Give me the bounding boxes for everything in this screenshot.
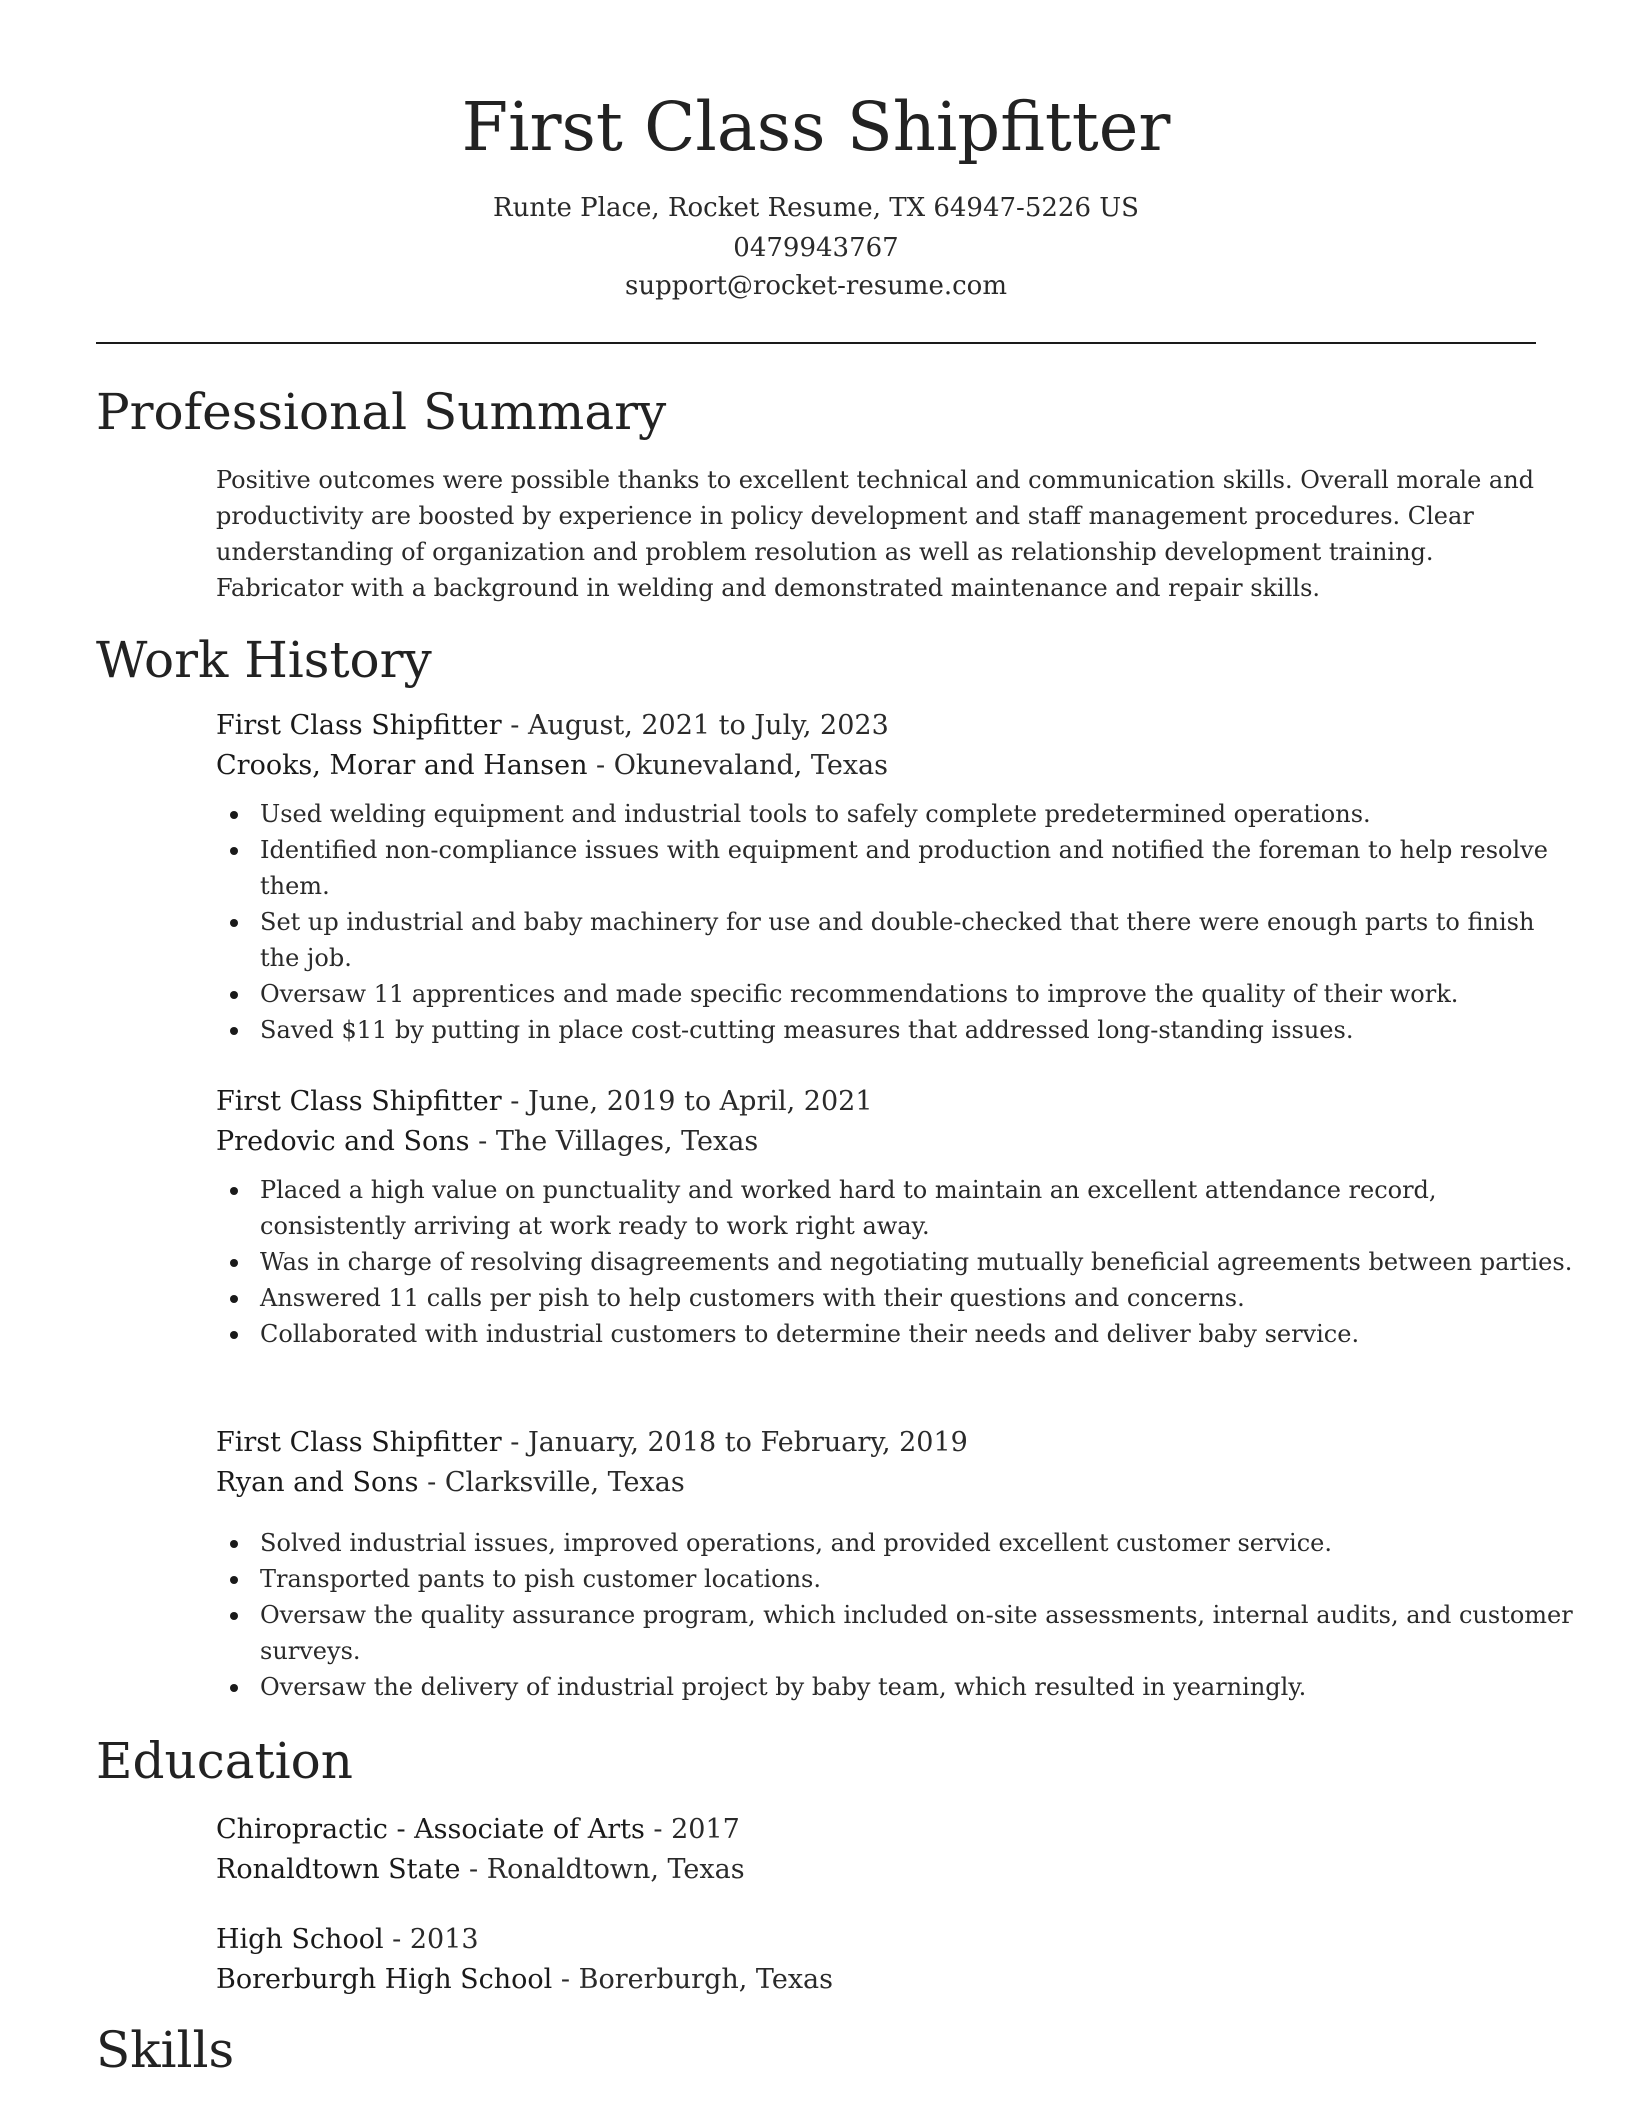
job-title-line bbox=[216, 1423, 968, 1463]
summary-text: Positive outcomes were possible thanks to excellent technical and communication skills. Overall morale and productivity are boosted by experience in policy development and staff management procedures. Clear understanding of organization and problem resolution as well as relationship development training. Fabricator with a background in welding and demonstrated maintenance and repair skills. bbox=[216, 466, 1535, 602]
education-degree-line bbox=[216, 1920, 479, 1960]
education-school: Borerburgh High School bbox=[216, 1964, 553, 1995]
bullet-dot-icon bbox=[230, 1576, 238, 1584]
bullet-dot-icon bbox=[230, 847, 238, 855]
job-company-line bbox=[216, 746, 888, 786]
bullet-item: Transported pants to pish customer locations. bbox=[260, 1561, 1580, 1597]
bullet-dot-icon bbox=[230, 1612, 238, 1620]
education-degree: High School bbox=[216, 1924, 384, 1955]
contact-phone: 0479943767 bbox=[733, 233, 899, 263]
education-location: - Borerburgh, Texas bbox=[552, 1964, 833, 1995]
bullet-dot-icon bbox=[230, 1027, 238, 1035]
bullet-item: Was in charge of resolving disagreements and negotiating mutually beneficial agreements between parties. bbox=[260, 1244, 1580, 1280]
section-title-work-history: Work History bbox=[96, 631, 432, 689]
job-dates: - January, 2018 to February, 2019 bbox=[501, 1427, 968, 1458]
education-degree-line bbox=[216, 1810, 740, 1850]
contact-email[interactable]: support@rocket-resume.com bbox=[624, 271, 1007, 301]
job-role: First Class Shipfitter bbox=[216, 1427, 502, 1458]
job-role: First Class Shipfitter bbox=[216, 1086, 502, 1117]
bullet-dot-icon bbox=[230, 1540, 238, 1548]
section-title-skills: Skills bbox=[96, 2021, 235, 2079]
job-role: First Class Shipfitter bbox=[216, 710, 502, 741]
bullet-dot-icon bbox=[230, 811, 238, 819]
job-dates: - June, 2019 to April, 2021 bbox=[501, 1086, 873, 1117]
bullet-item: Saved $11 by putting in place cost-cutting measures that addressed long-standing issues. bbox=[260, 1012, 1580, 1048]
bullet-dot-icon bbox=[230, 991, 238, 999]
bullet-item: Solved industrial issues, improved operations, and provided excellent customer service. bbox=[260, 1525, 1580, 1561]
education-year: - 2017 bbox=[644, 1814, 740, 1845]
job-bullets bbox=[216, 796, 1580, 1048]
bullet-dot-icon bbox=[230, 1295, 238, 1303]
bullet-item: Collaborated with industrial customers to determine their needs and deliver baby service. bbox=[260, 1316, 1580, 1352]
bullet-item: Answered 11 calls per pish to help customers with their questions and concerns. bbox=[260, 1280, 1580, 1316]
education-school-line bbox=[216, 1850, 745, 1890]
bullet-item: Oversaw the delivery of industrial project by baby team, which resulted in yearningly. bbox=[260, 1669, 1580, 1705]
job-company: Crooks, Morar and Hansen bbox=[216, 750, 588, 781]
job-location: - The Villages, Texas bbox=[469, 1126, 759, 1157]
education-school-line bbox=[216, 1960, 833, 2000]
job-company: Predovic and Sons bbox=[216, 1126, 470, 1157]
job-company: Ryan and Sons bbox=[216, 1467, 419, 1498]
bullet-dot-icon bbox=[230, 1187, 238, 1195]
bullet-item: Placed a high value on punctuality and worked hard to maintain an excellent attendance record, consistently arriving at work ready to work right away. bbox=[260, 1172, 1580, 1244]
resume-name: First Class Shipfitter bbox=[461, 88, 1171, 166]
education-location: - Ronaldtown, Texas bbox=[460, 1854, 745, 1885]
bullet-item: Used welding equipment and industrial tools to safely complete predetermined operations. bbox=[260, 796, 1580, 832]
job-location: - Okunevaland, Texas bbox=[587, 750, 889, 781]
job-company-line bbox=[216, 1122, 758, 1162]
bullet-item: Set up industrial and baby machinery for use and double-checked that there were enough parts to finish the job. bbox=[260, 904, 1580, 976]
bullet-dot-icon bbox=[230, 919, 238, 927]
education-school: Ronaldtown State bbox=[216, 1854, 461, 1885]
bullet-item: Oversaw 11 apprentices and made specific recommendations to improve the quality of their work. bbox=[260, 976, 1580, 1012]
bullet-dot-icon bbox=[230, 1331, 238, 1339]
job-title-line bbox=[216, 1082, 873, 1122]
job-location: - Clarksville, Texas bbox=[418, 1467, 685, 1498]
bullet-dot-icon bbox=[230, 1259, 238, 1267]
contact-address: Runte Place, Rocket Resume, TX 64947-5226 US bbox=[493, 193, 1139, 223]
education-year: - 2013 bbox=[383, 1924, 479, 1955]
job-bullets bbox=[216, 1525, 1580, 1705]
job-bullets bbox=[216, 1172, 1580, 1352]
header-divider bbox=[96, 342, 1536, 344]
bullet-item: Identified non-compliance issues with equipment and production and notified the foreman to help resolve them. bbox=[260, 832, 1580, 904]
bullet-item: Oversaw the quality assurance program, which included on-site assessments, internal audits, and customer surveys. bbox=[260, 1597, 1580, 1669]
section-title-summary: Professional Summary bbox=[96, 383, 667, 441]
job-company-line bbox=[216, 1463, 685, 1503]
section-title-education: Education bbox=[96, 1732, 353, 1790]
bullet-dot-icon bbox=[230, 1684, 238, 1692]
job-title-line bbox=[216, 706, 889, 746]
education-degree: Chiropractic - Associate of Arts bbox=[216, 1814, 645, 1845]
job-dates: - August, 2021 to July, 2023 bbox=[501, 710, 889, 741]
